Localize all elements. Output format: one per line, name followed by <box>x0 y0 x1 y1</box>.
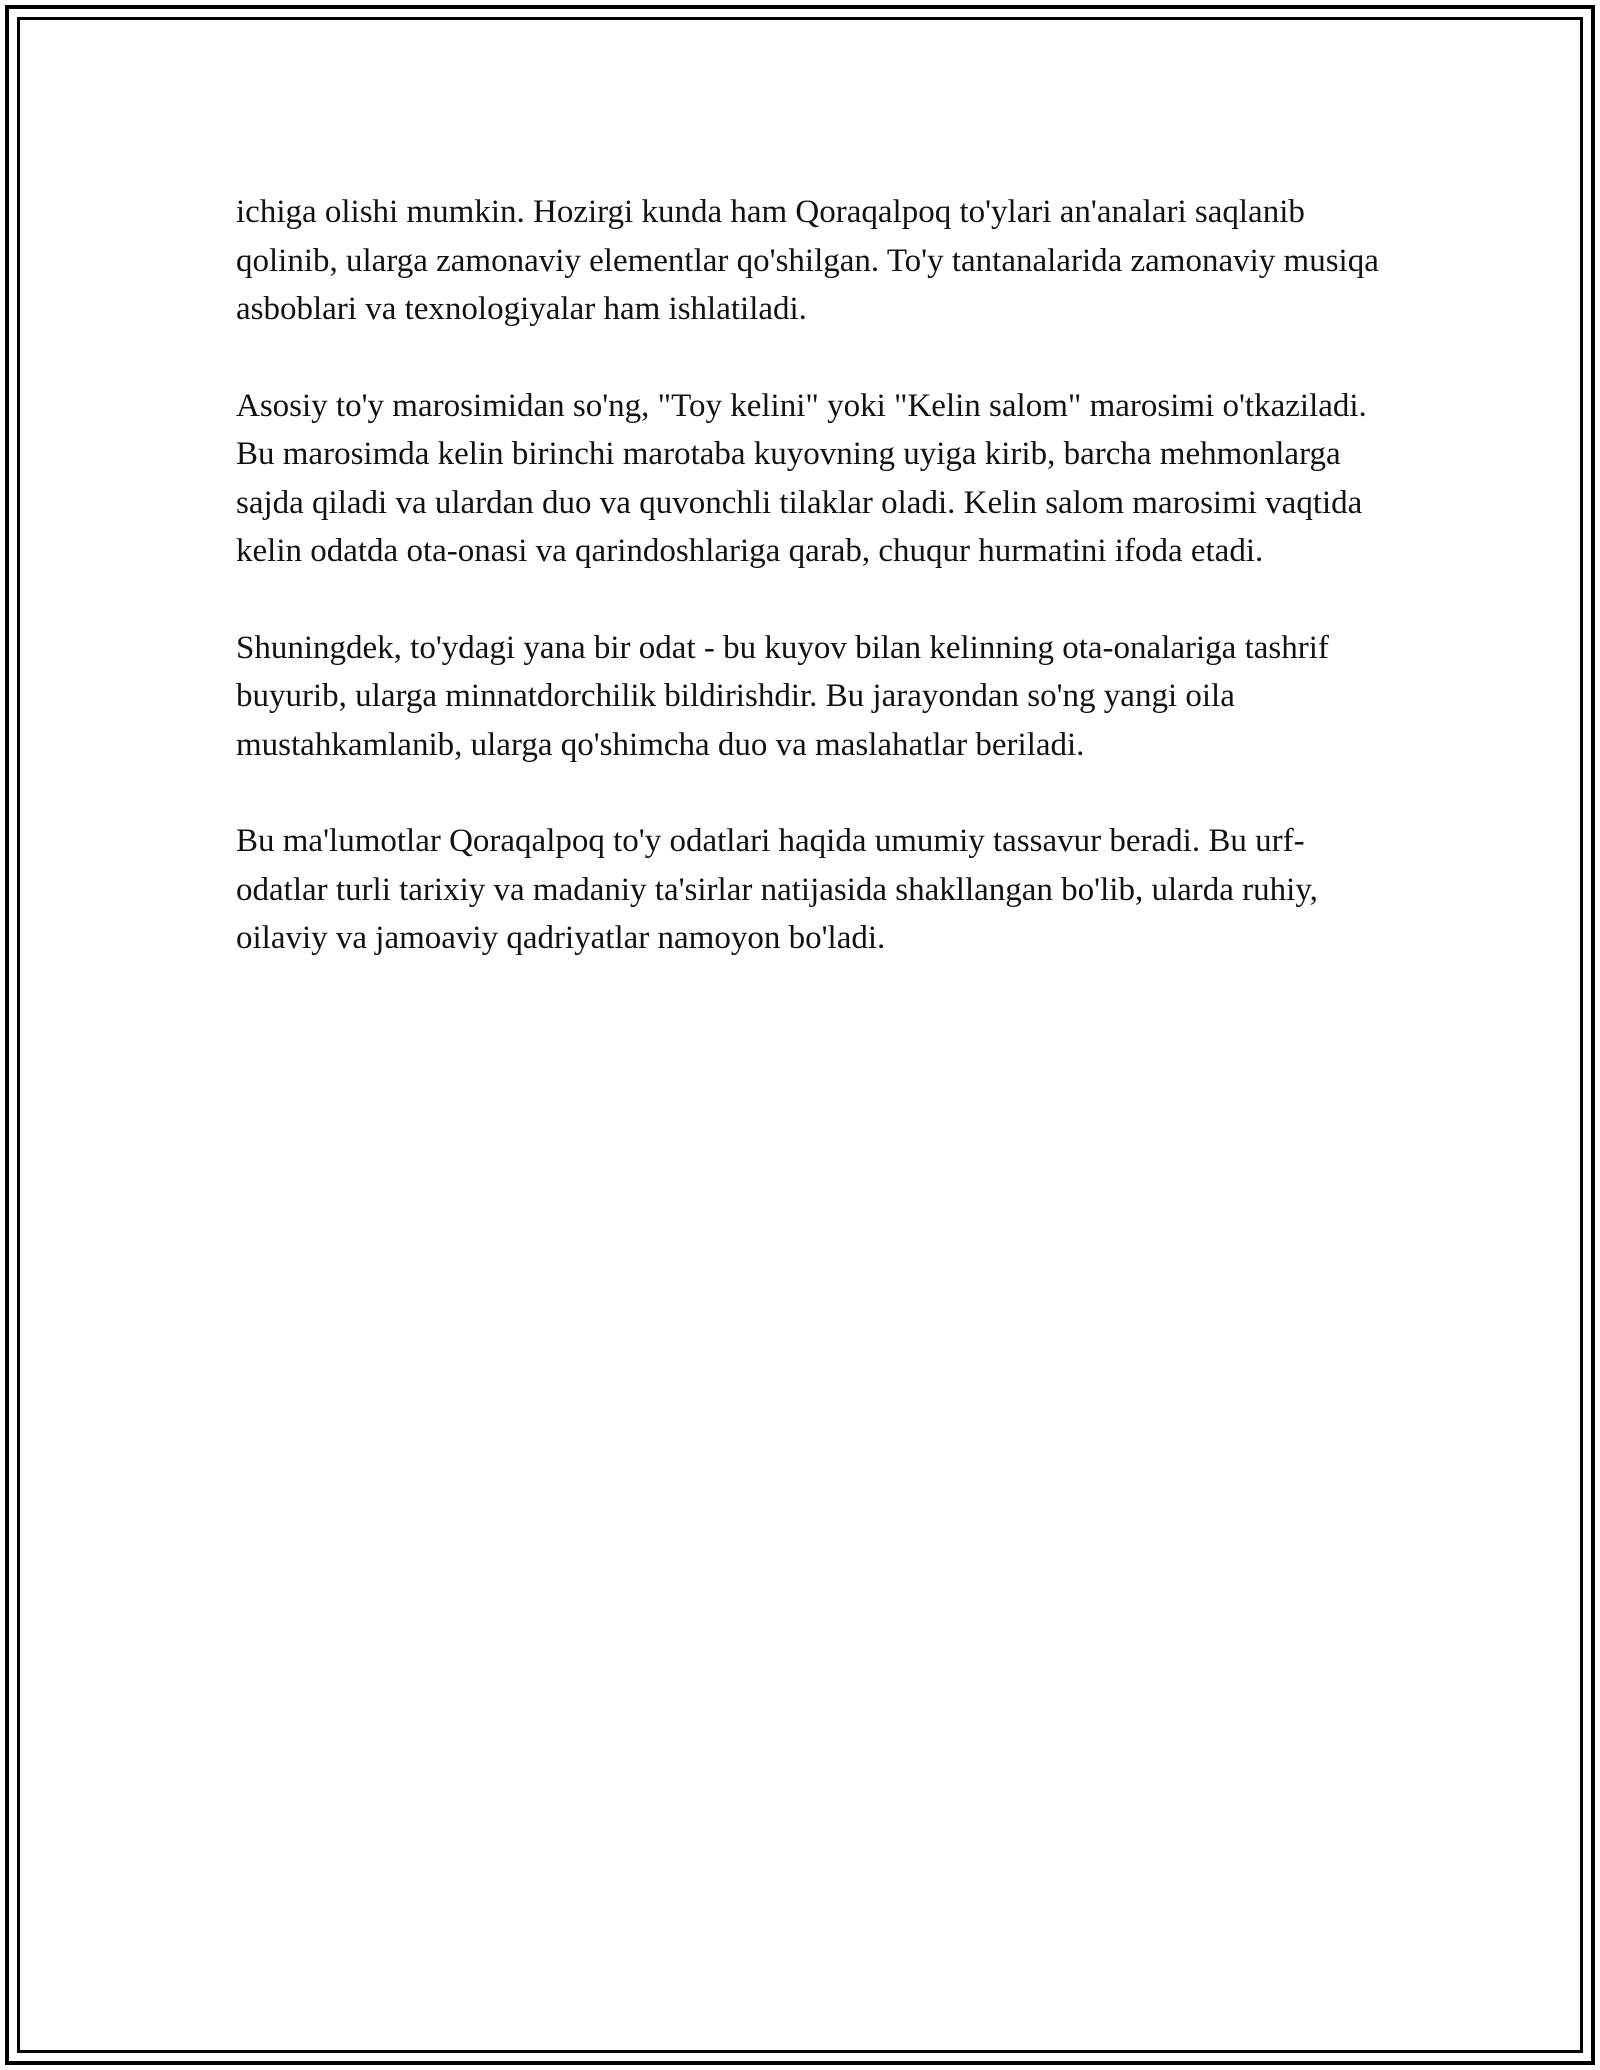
paragraph-4: Bu ma'lumotlar Qoraqalpoq to'y odatlari haqida umumiy tassavur beradi. Bu urf-odatlar turli tarixiy va madaniy ta'sirlar natijasida shakllangan bo'lib, ularda ruhiy, oilaviy va jamoaviy qadriyatlar namoyon bo'ladi. <box>236 823 1318 956</box>
paragraph-1: ichiga olishi mumkin. Hozirgi kunda ham Qoraqalpoq to'ylari an'analari saqlanib qolinib, ularga zamonaviy elementlar qo'shilgan. To'y tantanalarida zamonaviy musiqa asboblari va texnologiyalar ham ishlatiladi. <box>236 194 1379 327</box>
document-body <box>236 188 1386 1011</box>
paragraph-3: Shuningdek, to'ydagi yana bir odat - bu kuyov bilan kelinning ota-onalariga tashrif buyurib, ularga minnatdorchilik bildirishdir. Bu jarayondan so'ng yangi oila mustahkamlanib, ularga qo'shimcha duo va maslahatlar beriladi. <box>236 629 1329 763</box>
paragraph-2: Asosiy to'y marosimidan so'ng, "Toy kelini" yoki "Kelin salom" marosimi o'tkaziladi. Bu marosimda kelin birinchi marotaba kuyovning uyiga kirib, barcha mehmonlarga sajda qiladi va ulardan duo va quvonchli tilaklar oladi. Kelin salom marosimi vaqtida kelin odatda ota-onasi va qarindoshlariga qarab, chuqur hurmatini ifoda etadi. <box>236 387 1367 569</box>
